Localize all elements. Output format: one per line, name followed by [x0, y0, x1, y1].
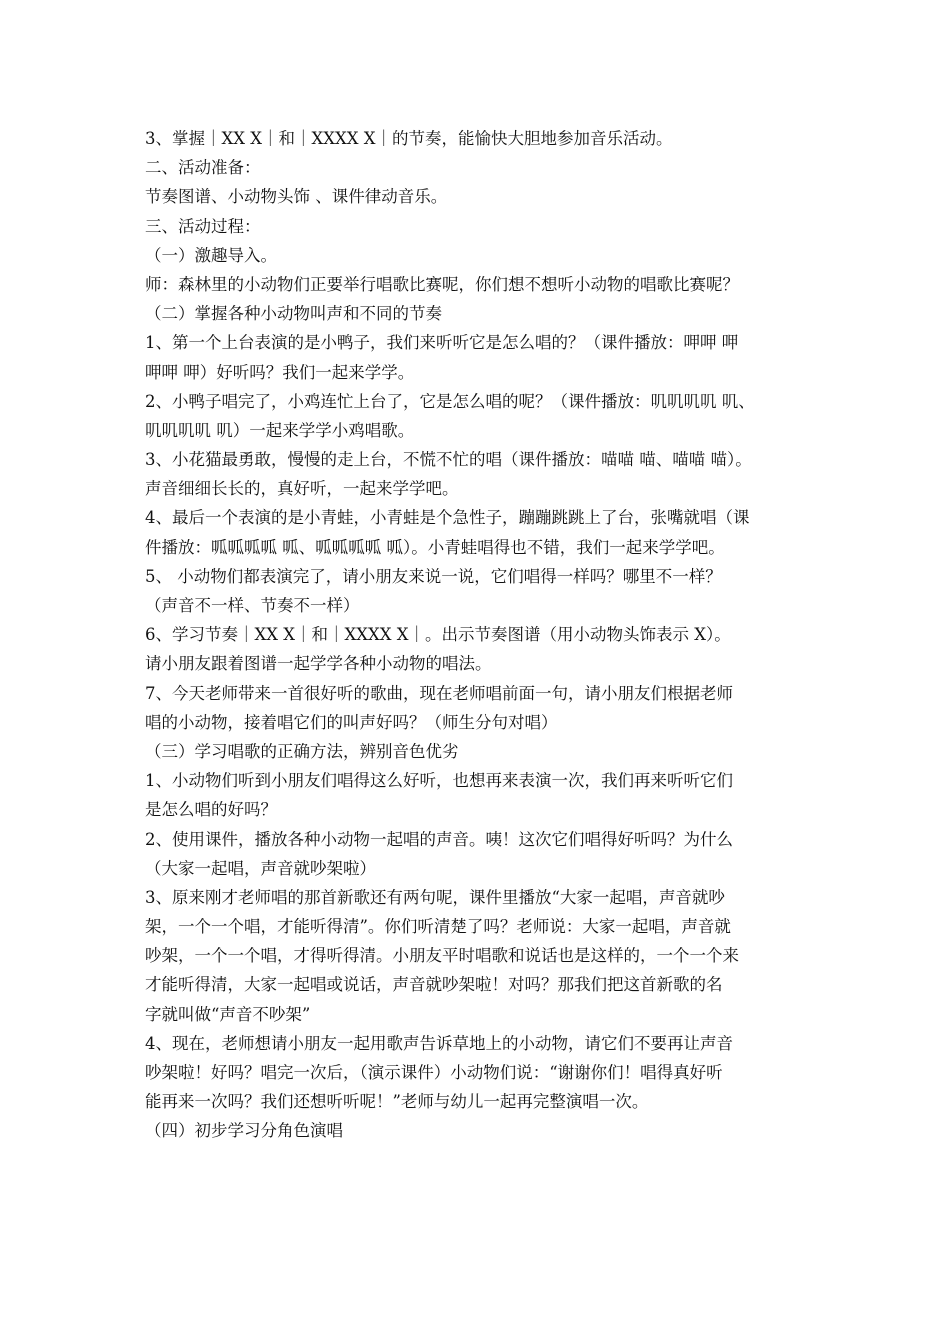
text-line: 节奏图谱、小动物头饰 、课件律动音乐。 — [145, 187, 448, 207]
section-heading: 三、活动过程： — [145, 216, 261, 236]
text-line: （声音不一样、节奏不一样） — [145, 596, 360, 615]
text-line: 1、小动物们听到小朋友们唱得这么好听，也想再来表演一次，我们再来听听它们 — [145, 771, 733, 791]
text-line: 6、学习节奏｜XX X｜和｜XXXX X｜。出示节奏图谱（用小动物头饰表示 X）。 — [145, 625, 731, 645]
subsection-heading: （三）学习唱歌的正确方法，辨别音色优劣 — [145, 741, 459, 761]
text-line: 4、现在，老师想请小朋友一起用歌声告诉草地上的小动物，请它们不要再让声音 — [145, 1033, 733, 1053]
text-line: 声音细细长长的，真好听，一起来学学吧。 — [145, 479, 459, 499]
subsection-heading: （二）掌握各种小动物叫声和不同的节奏 — [145, 304, 442, 324]
text-line: 3、原来刚才老师唱的那首新歌还有两句呢，课件里播放“大家一起唱，声音就吵 — [145, 887, 725, 907]
text-line: （大家一起唱，声音就吵架啦） — [145, 858, 376, 878]
text-line: 7、今天老师带来一首很好听的歌曲，现在老师唱前面一句，请小朋友们根据老师 — [145, 683, 733, 703]
text-line: 师：森林里的小动物们正要举行唱歌比赛呢，你们想不想听小动物的唱歌比赛呢？ — [145, 274, 739, 294]
text-line: 2、使用课件，播放各种小动物一起唱的声音。咦！这次它们唱得好听吗？为什么 — [145, 829, 733, 849]
text-line: 叽叽叽叽 叽）一起来学学小鸡唱歌。 — [145, 420, 415, 440]
text-line: 唱的小动物，接着唱它们的叫声好吗？（师生分句对唱） — [145, 712, 558, 732]
text-line: 5、 小动物们都表演完了，请小朋友来说一说，它们唱得一样吗？哪里不一样？ — [145, 566, 722, 586]
text-line: 呷呷 呷）好听吗？我们一起来学学。 — [145, 362, 415, 382]
text-line: 字就叫做“声音不吵架” — [145, 1004, 311, 1024]
text-line: 3、小花猫最勇敢，慢慢的走上台，不慌不忙的唱（课件播放：喵喵 喵、喵喵 喵）。 — [145, 450, 752, 470]
document-page — [145, 124, 815, 1146]
text-line: 1、第一个上台表演的是小鸭子，我们来听听它是怎么唱的？（课件播放：呷呷 呷 — [145, 333, 739, 353]
text-line: 吵架，一个一个唱，才得听得清。小朋友平时唱歌和说话也是这样的，一个一个来 — [145, 946, 739, 966]
text-line: 架，一个一个唱，才能听得清”。你们听清楚了吗？老师说：大家一起唱，声音就 — [145, 917, 731, 937]
text-line: 是怎么唱的好吗？ — [145, 800, 277, 820]
text-line: 2、小鸭子唱完了，小鸡连忙上台了，它是怎么唱的呢？（课件播放：叽叽叽叽 叽、 — [145, 391, 755, 411]
section-heading: 二、活动准备： — [145, 158, 261, 178]
text-line: 才能听得清，大家一起唱或说话，声音就吵架啦！对吗？那我们把这首新歌的名 — [145, 975, 723, 995]
text-line: 吵架啦！好吗？唱完一次后，（演示课件）小动物们说：“谢谢你们！唱得真好听 — [145, 1063, 723, 1082]
text-line: 3、掌握｜XX X｜和｜XXXX X｜的节奏，能愉快大胆地参加音乐活动。 — [145, 129, 673, 148]
subsection-heading: （一）激趣导入。 — [145, 245, 277, 265]
subsection-heading: （四）初步学习分角色演唱 — [145, 1121, 343, 1141]
text-line: 件播放：呱呱呱呱 呱、呱呱呱呱 呱）。小青蛙唱得也不错，我们一起来学学吧。 — [145, 537, 725, 557]
text-line: 能再来一次吗？我们还想听听呢！”老师与幼儿一起再完整演唱一次。 — [145, 1092, 649, 1112]
text-line: 请小朋友跟着图谱一起学学各种小动物的唱法。 — [145, 654, 492, 674]
text-line: 4、最后一个表演的是小青蛙，小青蛙是个急性子，蹦蹦跳跳上了台，张嘴就唱（课 — [145, 508, 750, 528]
